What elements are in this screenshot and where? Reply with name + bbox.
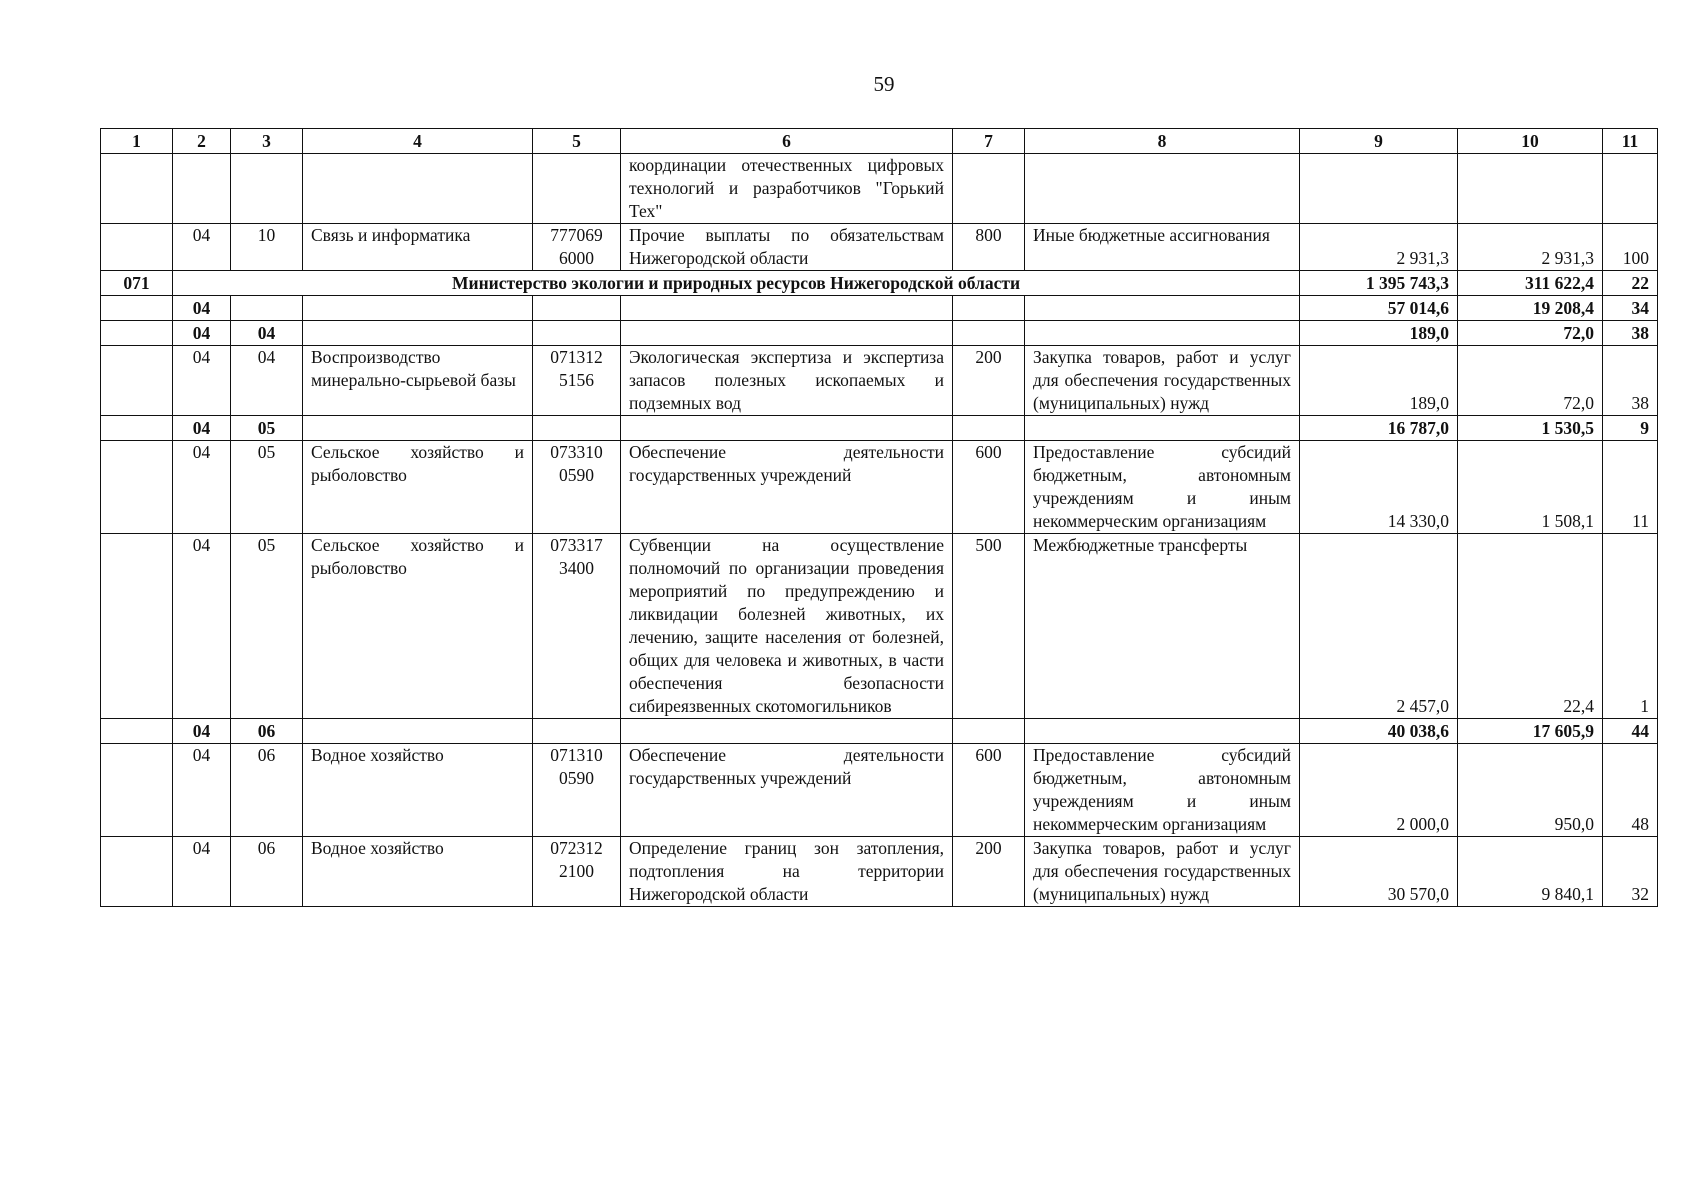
cell-section-name: Воспроизводство минерально-сырьевой базы <box>303 346 533 416</box>
cell-expense-type-name: Предоставление субсидий бюджетным, автономным учреждениям и иным некоммерческим организациям <box>1025 441 1300 534</box>
cell-empty <box>1025 296 1300 321</box>
cell-subsection-code: 06 <box>231 837 303 907</box>
cell-subsection-code: 05 <box>231 534 303 719</box>
cell-expense-type-code: 600 <box>953 744 1025 837</box>
cell-amount-col9: 189,0 <box>1300 321 1458 346</box>
cell-section-name: Сельское хозяйство и рыболовство <box>303 441 533 534</box>
cell-expense-type-name: Межбюджетные трансферты <box>1025 534 1300 719</box>
cell-empty <box>621 719 953 744</box>
cell-section-code: 04 <box>173 416 231 441</box>
cell-col1 <box>101 416 173 441</box>
cell-col1 <box>101 534 173 719</box>
cell-amount-col9: 2 000,0 <box>1300 744 1458 837</box>
cell-col1 <box>101 837 173 907</box>
cell-percent-col11: 1 <box>1603 534 1658 719</box>
column-header: 11 <box>1603 129 1658 154</box>
cell-amount-col10: 9 840,1 <box>1458 837 1603 907</box>
budget-table <box>100 128 1658 907</box>
cell-amount-col10: 72,0 <box>1458 321 1603 346</box>
cell-col1 <box>101 224 173 271</box>
column-header: 4 <box>303 129 533 154</box>
table-row <box>101 346 1658 416</box>
cell-subsection-code: 05 <box>231 441 303 534</box>
cell-percent-col11: 22 <box>1603 271 1658 296</box>
cell-expense-type-code: 500 <box>953 534 1025 719</box>
column-header: 3 <box>231 129 303 154</box>
cell-expense-type-name: Предоставление субсидий бюджетным, автономным учреждениям и иным некоммерческим организациям <box>1025 744 1300 837</box>
column-header: 8 <box>1025 129 1300 154</box>
cell-section-code: 04 <box>173 296 231 321</box>
section-summary-row <box>101 296 1658 321</box>
cell-expense-type-name: Иные бюджетные ассигнования <box>1025 224 1300 271</box>
cell-section-code: 04 <box>173 346 231 416</box>
cell-article-name: Обеспечение деятельности государственных учреждений <box>621 744 953 837</box>
column-header: 2 <box>173 129 231 154</box>
column-header: 10 <box>1458 129 1603 154</box>
cell-expense-type-code: 200 <box>953 837 1025 907</box>
cell-subsection-code: 06 <box>231 719 303 744</box>
cell-col1 <box>101 441 173 534</box>
cell-section-code: 04 <box>173 441 231 534</box>
cell-expense-type-code: 600 <box>953 441 1025 534</box>
cell-subsection-code: 04 <box>231 321 303 346</box>
cell-target-article: 073317 3400 <box>533 534 621 719</box>
cell-amount-col10: 1 530,5 <box>1458 416 1603 441</box>
cell-section-name: Связь и информатика <box>303 224 533 271</box>
cell-subsection-code: 04 <box>231 346 303 416</box>
cell-amount-col10: 2 931,3 <box>1458 224 1603 271</box>
cell-article-name: Субвенции на осуществление полномочий по организации проведения мероприятий по предупреждению и ликвидации болезней животных, их лечению, защите населения от болезней, общих для человека и животных, в части обеспечения безопасности сибиреязвенных скотомогильников <box>621 534 953 719</box>
table-row <box>101 154 1658 224</box>
cell-percent-col11: 32 <box>1603 837 1658 907</box>
cell-amount-col10: 19 208,4 <box>1458 296 1603 321</box>
cell-section-code: 04 <box>173 321 231 346</box>
column-header: 7 <box>953 129 1025 154</box>
cell-amount-col10: 72,0 <box>1458 346 1603 416</box>
cell-amount-col9: 2 931,3 <box>1300 224 1458 271</box>
table-row <box>101 744 1658 837</box>
cell-section-code <box>173 154 231 224</box>
cell-section-code: 04 <box>173 719 231 744</box>
cell-amount-col9 <box>1300 154 1458 224</box>
ministry-code: 071 <box>101 271 173 296</box>
cell-expense-type-name: Закупка товаров, работ и услуг для обеспечения государственных (муниципальных) нужд <box>1025 837 1300 907</box>
cell-amount-col9: 2 457,0 <box>1300 534 1458 719</box>
cell-amount-col9: 57 014,6 <box>1300 296 1458 321</box>
cell-empty <box>533 296 621 321</box>
table-row <box>101 837 1658 907</box>
cell-section-name: Водное хозяйство <box>303 837 533 907</box>
page-number: 59 <box>873 72 895 96</box>
cell-percent-col11: 48 <box>1603 744 1658 837</box>
cell-subsection-code <box>231 296 303 321</box>
cell-empty <box>303 719 533 744</box>
cell-empty <box>533 416 621 441</box>
cell-section-code: 04 <box>173 224 231 271</box>
cell-empty <box>621 416 953 441</box>
cell-percent-col11 <box>1603 154 1658 224</box>
cell-section-code: 04 <box>173 837 231 907</box>
cell-amount-col9: 30 570,0 <box>1300 837 1458 907</box>
cell-empty <box>303 321 533 346</box>
cell-target-article: 073310 0590 <box>533 441 621 534</box>
cell-article-name: Экологическая экспертиза и экспертиза запасов полезных ископаемых и подземных вод <box>621 346 953 416</box>
column-header: 9 <box>1300 129 1458 154</box>
cell-empty <box>303 296 533 321</box>
cell-col1 <box>101 321 173 346</box>
cell-percent-col11: 100 <box>1603 224 1658 271</box>
section-summary-row <box>101 719 1658 744</box>
ministry-row <box>101 271 1658 296</box>
cell-col1 <box>101 744 173 837</box>
cell-amount-col9: 16 787,0 <box>1300 416 1458 441</box>
cell-article-name: координации отечественных цифровых технологий и разработчиков "Горький Тех" <box>621 154 953 224</box>
cell-subsection-code: 06 <box>231 744 303 837</box>
cell-percent-col11: 38 <box>1603 321 1658 346</box>
cell-target-article: 072312 2100 <box>533 837 621 907</box>
cell-target-article: 071310 0590 <box>533 744 621 837</box>
cell-expense-type-code: 800 <box>953 224 1025 271</box>
cell-percent-col11: 9 <box>1603 416 1658 441</box>
cell-empty <box>533 321 621 346</box>
cell-empty <box>953 719 1025 744</box>
cell-empty <box>621 321 953 346</box>
cell-amount-col9: 189,0 <box>1300 346 1458 416</box>
cell-target-article: 777069 6000 <box>533 224 621 271</box>
column-header: 6 <box>621 129 953 154</box>
cell-subsection-code: 10 <box>231 224 303 271</box>
cell-section-name: Водное хозяйство <box>303 744 533 837</box>
cell-expense-type-code <box>953 154 1025 224</box>
cell-empty <box>1025 416 1300 441</box>
cell-col1 <box>101 346 173 416</box>
column-header-row <box>101 129 1658 154</box>
cell-expense-type-name <box>1025 154 1300 224</box>
cell-empty <box>953 416 1025 441</box>
cell-percent-col11: 11 <box>1603 441 1658 534</box>
cell-empty <box>1025 719 1300 744</box>
cell-section-name: Сельское хозяйство и рыболовство <box>303 534 533 719</box>
cell-article-name: Обеспечение деятельности государственных учреждений <box>621 441 953 534</box>
cell-target-article: 071312 5156 <box>533 346 621 416</box>
cell-empty <box>953 321 1025 346</box>
column-header: 1 <box>101 129 173 154</box>
cell-subsection-code: 05 <box>231 416 303 441</box>
cell-amount-col10 <box>1458 154 1603 224</box>
table-row <box>101 224 1658 271</box>
column-header: 5 <box>533 129 621 154</box>
cell-col1 <box>101 296 173 321</box>
table-row <box>101 441 1658 534</box>
cell-article-name: Определение границ зон затопления, подтопления на территории Нижегородской области <box>621 837 953 907</box>
cell-expense-type-name: Закупка товаров, работ и услуг для обеспечения государственных (муниципальных) нужд <box>1025 346 1300 416</box>
ministry-name: Министерство экологии и природных ресурсов Нижегородской области <box>173 271 1300 296</box>
cell-amount-col10: 1 508,1 <box>1458 441 1603 534</box>
cell-percent-col11: 34 <box>1603 296 1658 321</box>
cell-empty <box>533 719 621 744</box>
cell-subsection-code <box>231 154 303 224</box>
table-body <box>101 154 1658 907</box>
cell-empty <box>1025 321 1300 346</box>
cell-section-code: 04 <box>173 744 231 837</box>
section-summary-row <box>101 321 1658 346</box>
cell-amount-col10: 17 605,9 <box>1458 719 1603 744</box>
cell-amount-col9: 1 395 743,3 <box>1300 271 1458 296</box>
cell-section-code: 04 <box>173 534 231 719</box>
cell-expense-type-code: 200 <box>953 346 1025 416</box>
cell-amount-col10: 311 622,4 <box>1458 271 1603 296</box>
cell-section-name <box>303 154 533 224</box>
cell-target-article <box>533 154 621 224</box>
cell-amount-col9: 14 330,0 <box>1300 441 1458 534</box>
cell-col1 <box>101 154 173 224</box>
cell-amount-col10: 950,0 <box>1458 744 1603 837</box>
cell-empty <box>621 296 953 321</box>
table-row <box>101 534 1658 719</box>
cell-empty <box>953 296 1025 321</box>
cell-article-name: Прочие выплаты по обязательствам Нижегородской области <box>621 224 953 271</box>
cell-percent-col11: 38 <box>1603 346 1658 416</box>
cell-amount-col9: 40 038,6 <box>1300 719 1458 744</box>
cell-empty <box>303 416 533 441</box>
cell-amount-col10: 22,4 <box>1458 534 1603 719</box>
cell-col1 <box>101 719 173 744</box>
section-summary-row <box>101 416 1658 441</box>
cell-percent-col11: 44 <box>1603 719 1658 744</box>
